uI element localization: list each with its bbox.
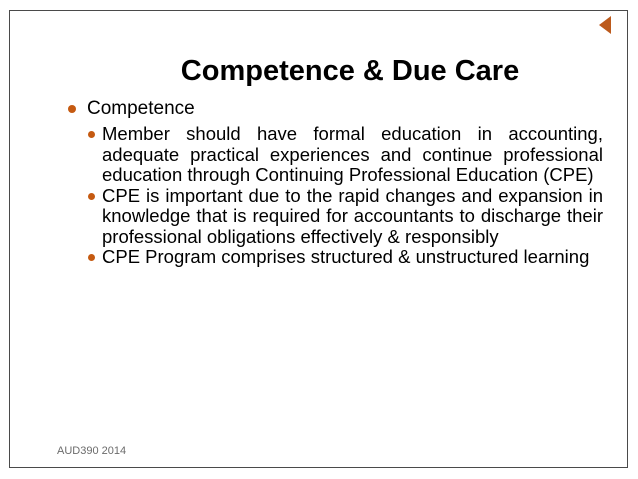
bullet-competence — [68, 98, 195, 120]
bullet-icon — [88, 193, 95, 200]
sub-bullet-education — [88, 124, 603, 186]
sub-bullet-cpe-importance — [88, 186, 603, 248]
sub-bullet-list — [88, 124, 603, 268]
slide-footer: AUD390 2014 — [57, 445, 127, 457]
bullet-icon — [88, 254, 95, 261]
sub-bullet-text: Member should have formal education in accounting, adequate practical experiences and continue professional education through Continuing Professional Education (CPE) — [102, 123, 603, 185]
slide-title: Competence & Due Care — [180, 55, 520, 87]
bullet-competence-text: Competence — [87, 98, 195, 119]
sub-bullet-text: CPE is important due to the rapid changes and expansion in knowledge that is required for accountants to discharge their professional obligations effectively & responsibly — [102, 184, 603, 247]
bullet-icon — [88, 131, 95, 138]
corner-arrow-icon — [599, 16, 611, 34]
sub-bullet-text: CPE Program comprises structured & unstructured learning — [102, 246, 590, 267]
bullet-icon — [68, 105, 76, 113]
sub-bullet-cpe-program — [88, 247, 603, 268]
